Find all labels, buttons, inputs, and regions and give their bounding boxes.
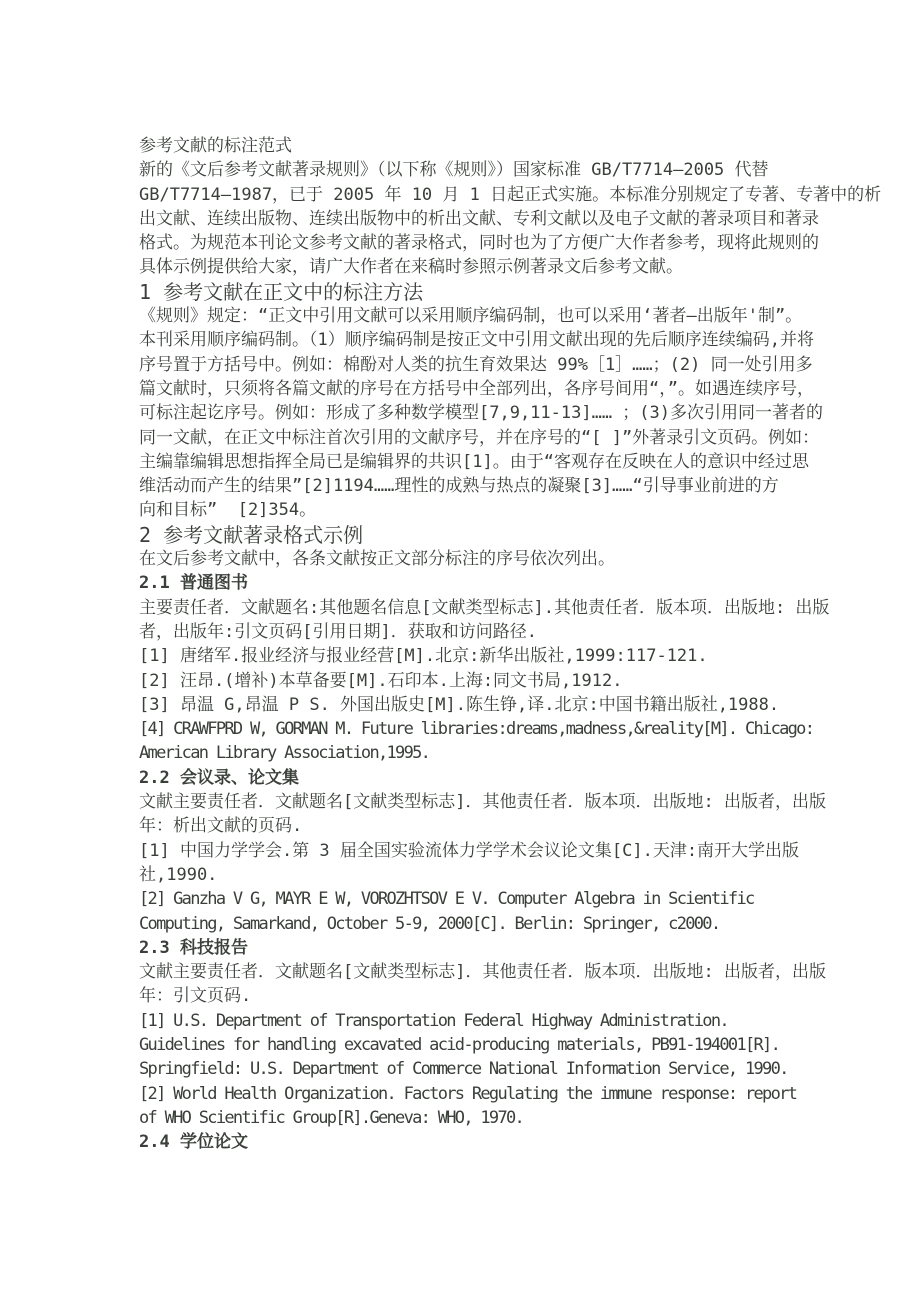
section-heading: 2 参考文献著录格式示例 — [139, 522, 364, 547]
text-line: 篇文献时，只须将各篇文献的序号在方括号中全部列出，各序号间用“，”。如遇连续序号， — [139, 378, 814, 399]
document-title: 参考文献的标注范式 — [139, 136, 292, 156]
text-line: 社,1990. — [139, 864, 218, 885]
text-line: 序号置于方括号中。例如：棉酚对人类的抗生育效果达 99%［1］……；(2) 同一处引用多 — [139, 354, 813, 375]
text-line: 主编靠编辑思想指挥全局已是编辑界的共识[1]。由于“客观存在反映在人的意识中经过思 — [139, 451, 809, 472]
section-heading: 1 参考文献在正文中的标注方法 — [139, 279, 424, 304]
text-line: GB/T7714—1987，已于 2005 年 10 月 1 日起正式实施。本标准分别规定了专著、专著中的析 — [139, 184, 882, 205]
text-line-latin: Springfield: U.S. Department of Commerce National Information Service, 1990. — [139, 1059, 788, 1080]
text-line: 文献主要责任者．文献题名[文献类型标志]．其他责任者．版本项．出版地: 出版者，出版 — [139, 962, 826, 983]
text-line: 出文献、连续出版物、连续出版物中的析出文献、专利文献以及电子文献的著录项目和著录 — [139, 208, 819, 229]
text-line: 《规则》规定：“正文中引用文献可以采用顺序编码制，也可以采用‘著者—出版年'制”。 — [139, 306, 803, 327]
text-line: [2] 汪昂.(增补)本草备要[M].石印本.上海:同文书局,1912. — [139, 670, 623, 691]
text-line-latin: [2] World Health Organization. Factors Regulating the immune response: report — [139, 1083, 797, 1104]
text-line-latin: [4] CRAWFPRD W, GORMAN M. Future libraries:dreams,madness,&reality[M]. Chicago: — [139, 719, 814, 740]
text-line: [1] 中国力学学会.第 3 届全国实验流体力学学术会议论文集[C].天津:南开大学出版 — [139, 840, 800, 861]
text-line-latin: American Library Association,1995. — [139, 743, 430, 764]
text-line: 格式。为规范本刊论文参考文献的著录格式，同时也为了方便广大作者参考，现将此规则的 — [139, 233, 819, 254]
text-line: 年：析出文献的页码. — [139, 816, 303, 837]
text-line: 本刊采用顺序编码制。（1）顺序编码制是按正文中引用文献出现的先后顺序连续编码,并将 — [139, 330, 814, 351]
subsection-heading: 2.1 普通图书 — [139, 573, 248, 594]
subsection-heading: 2.2 会议录、论文集 — [139, 767, 299, 788]
text-line: 年：引文页码. — [139, 986, 252, 1007]
text-line: 主要责任者．文献题名:其他题名信息[文献类型标志].其他责任者．版本项．出版地: 出版 — [139, 597, 830, 618]
text-line: [1] 唐绪军.报业经济与报业经营[M].北京:新华出版社,1999:117-121. — [139, 646, 708, 667]
text-line-latin: of WHO Scientific Group[R].Geneva: WHO, 1970. — [139, 1107, 524, 1128]
text-line: 可标注起讫序号。例如：形成了多种数学模型[7,9,11-13]…… ；(3)多次引用同一著者的 — [139, 403, 823, 424]
text-line-latin: [2] Ganzha V G, MAYR E W, VOROZHTSOV E V. Computer Algebra in Scientific — [139, 889, 754, 910]
subsection-heading: 2.4 学位论文 — [139, 1132, 248, 1153]
text-line-latin: Computing, Samarkand, October 5-9, 2000[C]. Berlin: Springer, c2000. — [139, 913, 720, 934]
text-line: 向和目标” [2]354。 — [139, 500, 317, 521]
text-line: 者，出版年:引文页码[引用日期]．获取和访问路径. — [139, 621, 537, 642]
text-line-latin: [1] U.S. Department of Transportation Federal Highway Administration. — [139, 1010, 728, 1031]
text-line: 在文后参考文献中，各条文献按正文部分标注的序号依次列出。 — [139, 549, 615, 570]
text-line-latin: Guidelines for handling excavated acid-producing materials, PB91-194001[R]. — [139, 1034, 780, 1055]
text-line: 同一文献，在正文中标注首次引用的文献序号，并在序号的“[ ]”外著录引文页码。例如： — [139, 427, 820, 448]
text-line: [3] 昂温 G,昂温 P S. 外国出版史[M].陈生铮,译.北京:中国书籍出版社,1988. — [139, 694, 780, 715]
document-body — [139, 134, 882, 1154]
text-line: 文献主要责任者．文献题名[文献类型标志]．其他责任者．版本项．出版地: 出版者，出版 — [139, 792, 826, 813]
text-line: 新的《文后参考文献著录规则》（以下称《规则》）国家标准 GB/T7714—2005 代替 — [139, 160, 769, 181]
text-line: 具体示例提供给大家，请广大作者在来稿时参照示例著录文后参考文献。 — [139, 257, 683, 278]
text-line: 维活动而产生的结果”[2]1194……理性的成熟与热点的凝聚[3]……“引导事业前进的方 — [139, 476, 779, 497]
subsection-heading: 2.3 科技报告 — [139, 937, 248, 958]
